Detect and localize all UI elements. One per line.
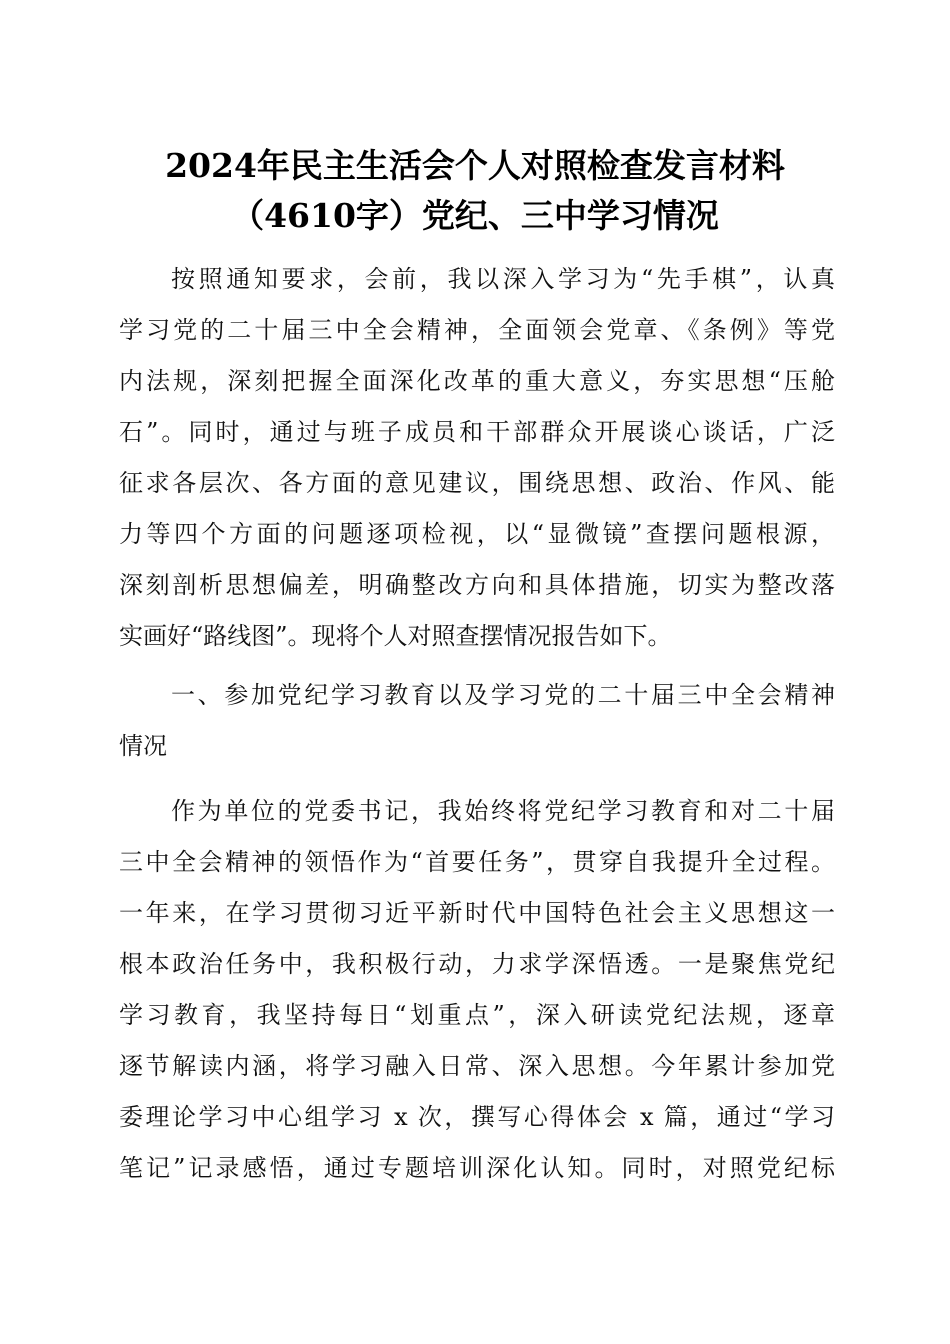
document-title-line-1: 2024年民主生活会个人对照检查发言材料: [165, 146, 785, 185]
section-1-line-4: 根本政治任务中，我积极行动，力求学深悟透。一是聚焦党纪: [119, 950, 835, 978]
intro-line-3: 内法规，深刻把握全面深化改革的重大意义，夯实思想“压舱: [119, 367, 835, 395]
intro-line-1: 按照通知要求，会前，我以深入学习为“先手棋”，认真: [171, 265, 835, 293]
section-1-line-5: 学习教育，我坚持每日“划重点”，深入研读党纪法规，逐章: [119, 1001, 835, 1029]
section-1-line-2: 三中全会精神的领悟作为“首要任务”，贯穿自我提升全过程。: [119, 848, 835, 876]
intro-line-8: 实画好“路线图”。现将个人对照查摆情况报告如下。: [119, 622, 672, 650]
section-1-line-1: 作为单位的党委书记，我始终将党纪学习教育和对二十届: [171, 797, 835, 825]
intro-line-5: 征求各层次、各方面的意见建议，围绕思想、政治、作风、能: [119, 469, 835, 497]
section-1-heading-line-1: 一、参加党纪学习教育以及学习党的二十届三中全会精神: [171, 681, 835, 709]
section-1-line-3: 一年来，在学习贯彻习近平新时代中国特色社会主义思想这一: [119, 899, 835, 927]
intro-line-4: 石”。同时，通过与班子成员和干部群众开展谈心谈话，广泛: [119, 418, 835, 446]
intro-line-7: 深刻剖析思想偏差，明确整改方向和具体措施，切实为整改落: [119, 571, 835, 599]
section-1-line-7: 委理论学习中心组学习 x 次，撰写心得体会 x 篇，通过“学习: [119, 1103, 835, 1131]
section-1-line-6: 逐节解读内涵，将学习融入日常、深入思想。今年累计参加党: [119, 1052, 835, 1080]
intro-line-6: 力等四个方面的问题逐项检视，以“显微镜”查摆问题根源，: [119, 520, 835, 548]
intro-line-2: 学习党的二十届三中全会精神，全面领会党章、《条例》等党: [119, 316, 835, 344]
section-1-heading-line-2: 情况: [119, 732, 167, 760]
document-title-line-2: （4610字）党纪、三中学习情况: [231, 196, 719, 235]
section-1-line-8: 笔记”记录感悟，通过专题培训深化认知。同时，对照党纪标: [119, 1154, 835, 1182]
